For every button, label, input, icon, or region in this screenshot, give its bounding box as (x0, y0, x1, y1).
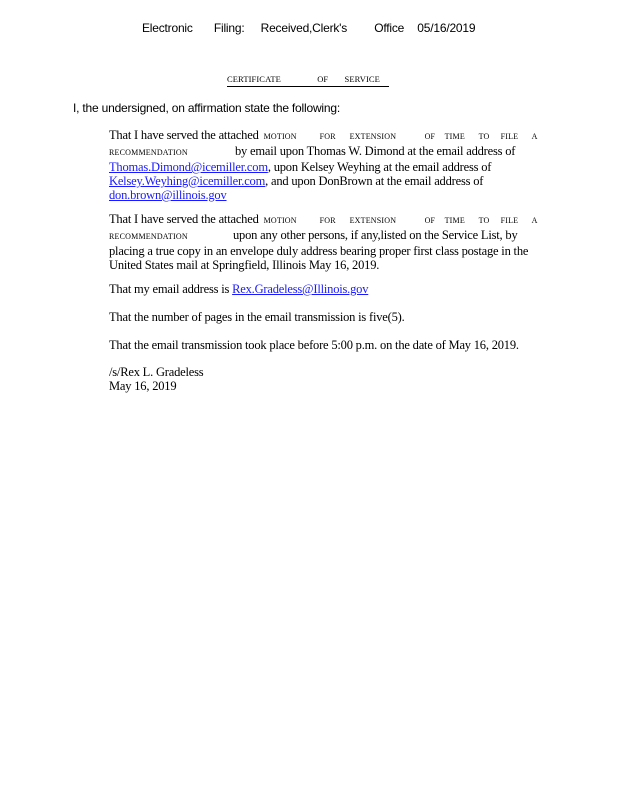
p1-doc-word: TO (478, 132, 490, 141)
p1-doc-word: EXTENSION (349, 132, 397, 141)
p4-line1: That the number of pages in the email transmission is five(5). (109, 310, 405, 324)
p3-line1 (109, 282, 587, 296)
email-link-kelsey-weyhing[interactable]: Kelsey.Weyhing@icemiller.com (109, 174, 266, 188)
p2-doc-word-last: RECOMMENDATION (109, 232, 188, 241)
title-word-of: OF (317, 74, 329, 84)
p5-line1: That the email transmission took place before 5:00 p.m. on the date of May 16, 2019. (109, 338, 519, 352)
paragraph-page-count (109, 310, 587, 324)
p1-text1: by email upon Thomas W. Dimond at the email address of (235, 144, 516, 158)
header-received: Received,Clerk's (260, 21, 348, 35)
p2-lead: That I have served the attached (109, 212, 259, 226)
p2-doc-word: MOTION (263, 216, 297, 225)
intro-statement: I, the undersigned, on affirmation state the following: (73, 101, 340, 115)
title-word-certificate: CERTIFICATE (227, 74, 281, 84)
paragraph-email-service (109, 128, 587, 202)
filing-header (142, 21, 475, 35)
p1-doc-word-last: RECOMMENDATION (109, 148, 188, 157)
p2-text1: upon any other persons, if any,listed on the Service List, by (233, 228, 518, 242)
paragraph-mail-service (109, 212, 587, 272)
paragraph-transmission-time (109, 338, 587, 352)
p1-doc-word: FOR (319, 132, 336, 141)
p1-doc-word: A (531, 132, 538, 141)
p2-doc-word: TIME (444, 216, 465, 225)
p1-doc-word: TIME (444, 132, 465, 141)
p1-lead: That I have served the attached (109, 128, 259, 142)
p1-text3: , and upon DonBrown at the email address of (265, 174, 484, 188)
p2-line3: placing a true copy in an envelope duly address bearing proper first class postage in the (109, 244, 529, 258)
email-link-thomas-dimond[interactable]: Thomas.Dimond@icemiller.com (109, 160, 268, 174)
p2-line1 (109, 212, 587, 228)
p1-text2: , upon Kelsey Weyhing at the email address of (267, 160, 492, 174)
email-link-rex-gradeless[interactable]: Rex.Gradeless@Illinois.gov (232, 282, 369, 296)
p1-doc-words (262, 132, 538, 141)
p3-lead: That my email address is (109, 282, 230, 296)
email-link-don-brown[interactable]: don.brown@illinois.gov (109, 188, 227, 202)
title-word-service: SERVICE (344, 74, 380, 84)
paragraph-email-address (109, 282, 587, 296)
p1-line4 (109, 174, 587, 188)
signature-date: May 16, 2019 (109, 379, 177, 393)
header-filing: Filing: (213, 21, 245, 35)
p1-line2 (109, 144, 587, 160)
p2-line2 (109, 228, 587, 244)
signature-name: /s/Rex L. Gradeless (109, 365, 204, 379)
p1-doc-word: MOTION (263, 132, 297, 141)
certificate-title (227, 74, 389, 87)
p2-doc-word: OF (424, 216, 436, 225)
signature-block (109, 365, 587, 393)
p2-doc-word: A (531, 216, 538, 225)
header-date: 05/16/2019 (417, 21, 476, 35)
p2-line4: United States mail at Springfield, Illinois May 16, 2019. (109, 258, 380, 272)
p2-doc-word: TO (478, 216, 490, 225)
p2-doc-word: EXTENSION (349, 216, 397, 225)
header-office: Office (374, 21, 405, 35)
p1-line5 (109, 188, 587, 202)
header-electronic: Electronic (142, 21, 193, 35)
p1-doc-word: OF (424, 132, 436, 141)
p2-doc-word: FILE (500, 216, 519, 225)
p1-line3 (109, 160, 587, 174)
p1-doc-word: FILE (500, 132, 519, 141)
p2-doc-word: FOR (319, 216, 336, 225)
p1-line1 (109, 128, 587, 144)
p2-doc-words (262, 216, 538, 225)
